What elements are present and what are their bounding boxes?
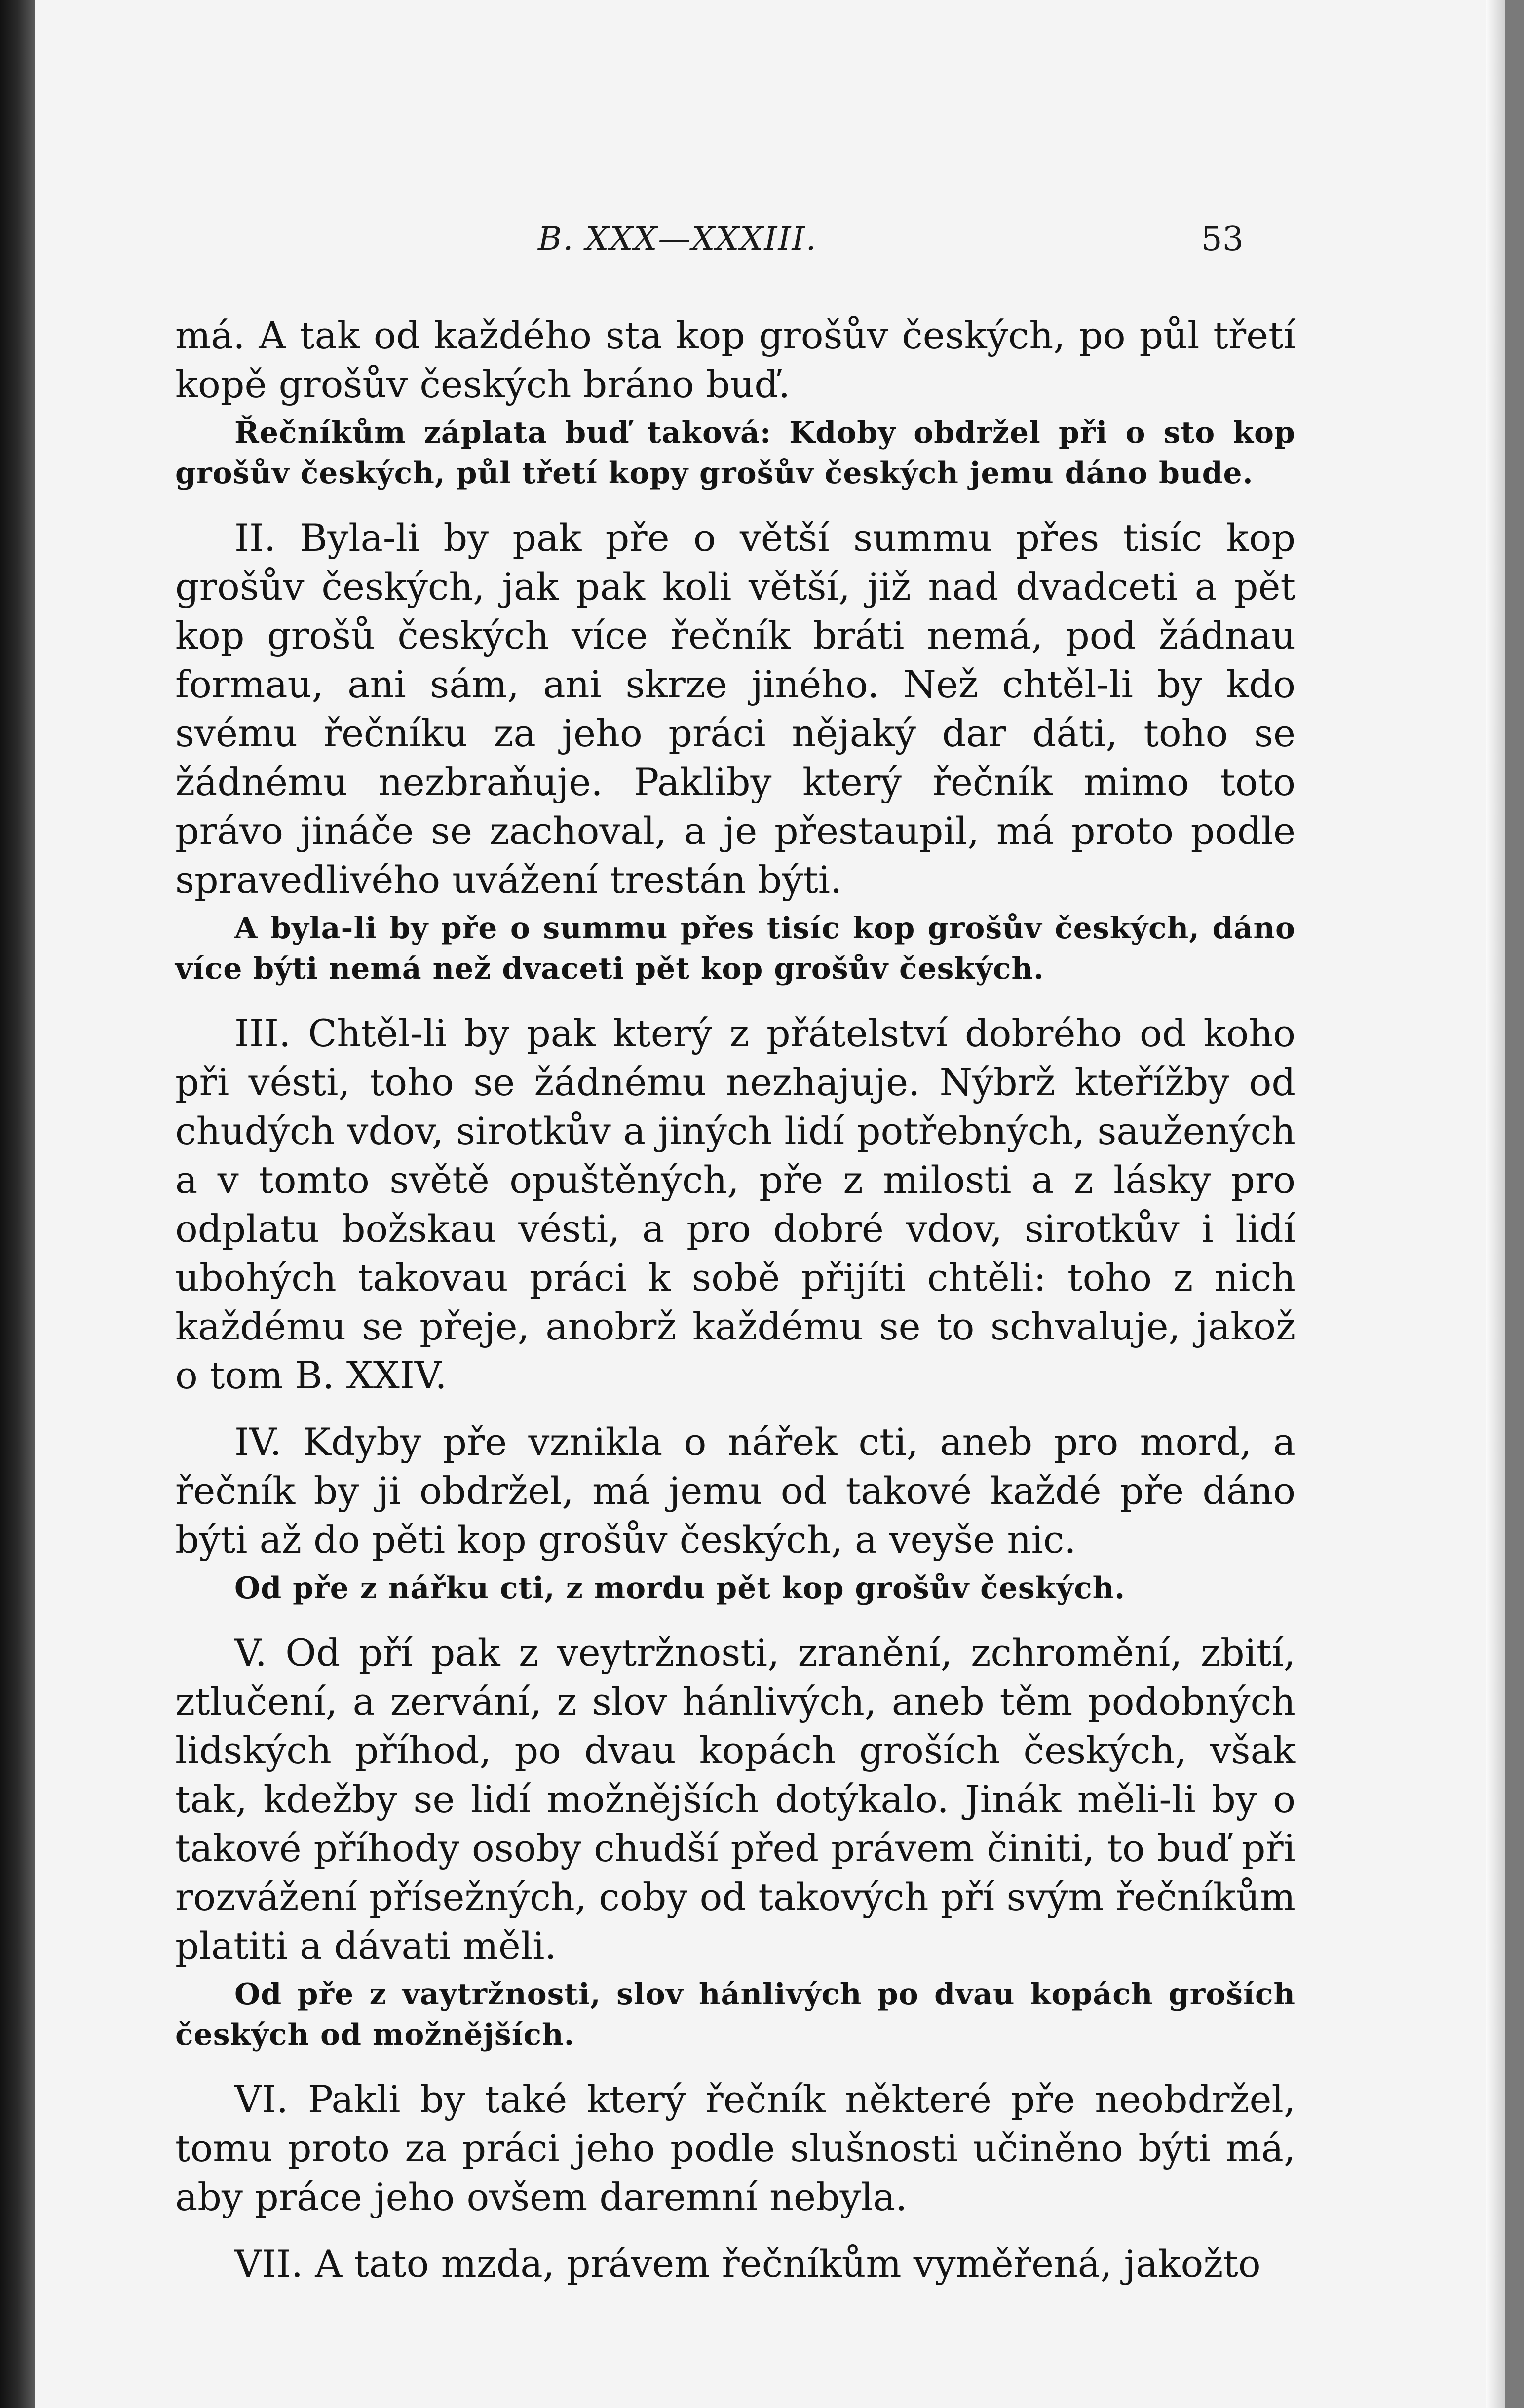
summary-note: A byla-li by pře o summu přes tisíc kop grošův českých, dáno více býti nemá než dvaceti pět kop grošův českých. <box>175 911 1295 986</box>
summary-note: Řečníkům záplata buď taková: Kdoby obdržel při o sto kop grošův českých, půl třetí kopy grošův českých jemu dáno bude. <box>175 416 1295 491</box>
page-edge <box>1486 0 1505 2408</box>
book-page <box>35 0 1505 2408</box>
paragraph-section-4: IV. Kdyby pře vznikla o nářek cti, aneb pro mord, a řečník by ji obdržel, má jemu od takové každé pře dáno býti až do pěti kop grošův českých, a veyše nic. <box>175 1420 1295 1562</box>
page-body <box>175 311 1295 2288</box>
summary-note: Od pře z vaytržnosti, slov hánlivých po dvau kopách groších českých od možnějších. <box>175 1977 1295 2052</box>
running-head: B. XXX—XXXIII. <box>538 220 817 258</box>
page-number: 53 <box>1201 220 1244 259</box>
paragraph-section-7: VII. A tato mzda, právem řečníkům vyměřená, jakožto <box>234 2242 1261 2286</box>
paragraph-section-2: II. Byla-li by pak pře o větší summu přes tisíc kop grošův českých, jak pak koli větší, již nad dvadceti a pět kop grošů českých více řečník bráti nemá, pod žádnau formau, ani sám, ani skrze jiného. Než chtěl-li by kdo svému řečníku za jeho práci nějaký dar dáti, toho se žádnému nezbraňuje. Pakliby který řečník mimo toto právo jináče se zachoval, a je přestaupil, má proto podle spravedlivého uvážení trestán býti. <box>175 516 1295 902</box>
summary-note: Od pře z nářku cti, z mordu pět kop grošův českých. <box>234 1571 1126 1605</box>
paragraph-section-5: V. Od pří pak z veytržnosti, zranění, zchromění, zbití, ztlučení, a zervání, z slov hánlivých, aneb těm podobných lidských příhod, po dvau kopách groších českých, však tak, kdežby se lidí možnějších dotýkalo. Jinák měli-li by o takové příhody osoby chudší před právem činiti, to buď při rozvážení přísežných, coby od takových pří svým řečníkům platiti a dávati měli. <box>175 1631 1295 1968</box>
paragraph-section-3: III. Chtěl-li by pak který z přátelství dobrého od koho při vésti, toho se žádnému nezhajuje. Nýbrž kteřížby od chudých vdov, sirotkův a jiných lidí potřebných, saužených a v tomto světě opuštěných, pře z milosti a z lásky pro odplatu božskau vésti, a pro dobré vdov, sirotkův i lidí ubohých takovau práci k sobě přijíti chtěli: toho z nich každému se přeje, anobrž každému se to schvaluje, jakož o tom B. XXIV. <box>175 1011 1295 1397</box>
paragraph-section-6: VI. Pakli by také který řečník některé pře neobdržel, tomu proto za práci jeho podle slušnosti učiněno býti má, aby práce jeho ovšem daremní nebyla. <box>175 2077 1295 2219</box>
book-binding-shadow <box>0 0 35 2408</box>
paragraph-continuation: má. A tak od každého sta kop grošův českých, po půl třetí kopě grošův českých bráno buď. <box>175 313 1295 406</box>
